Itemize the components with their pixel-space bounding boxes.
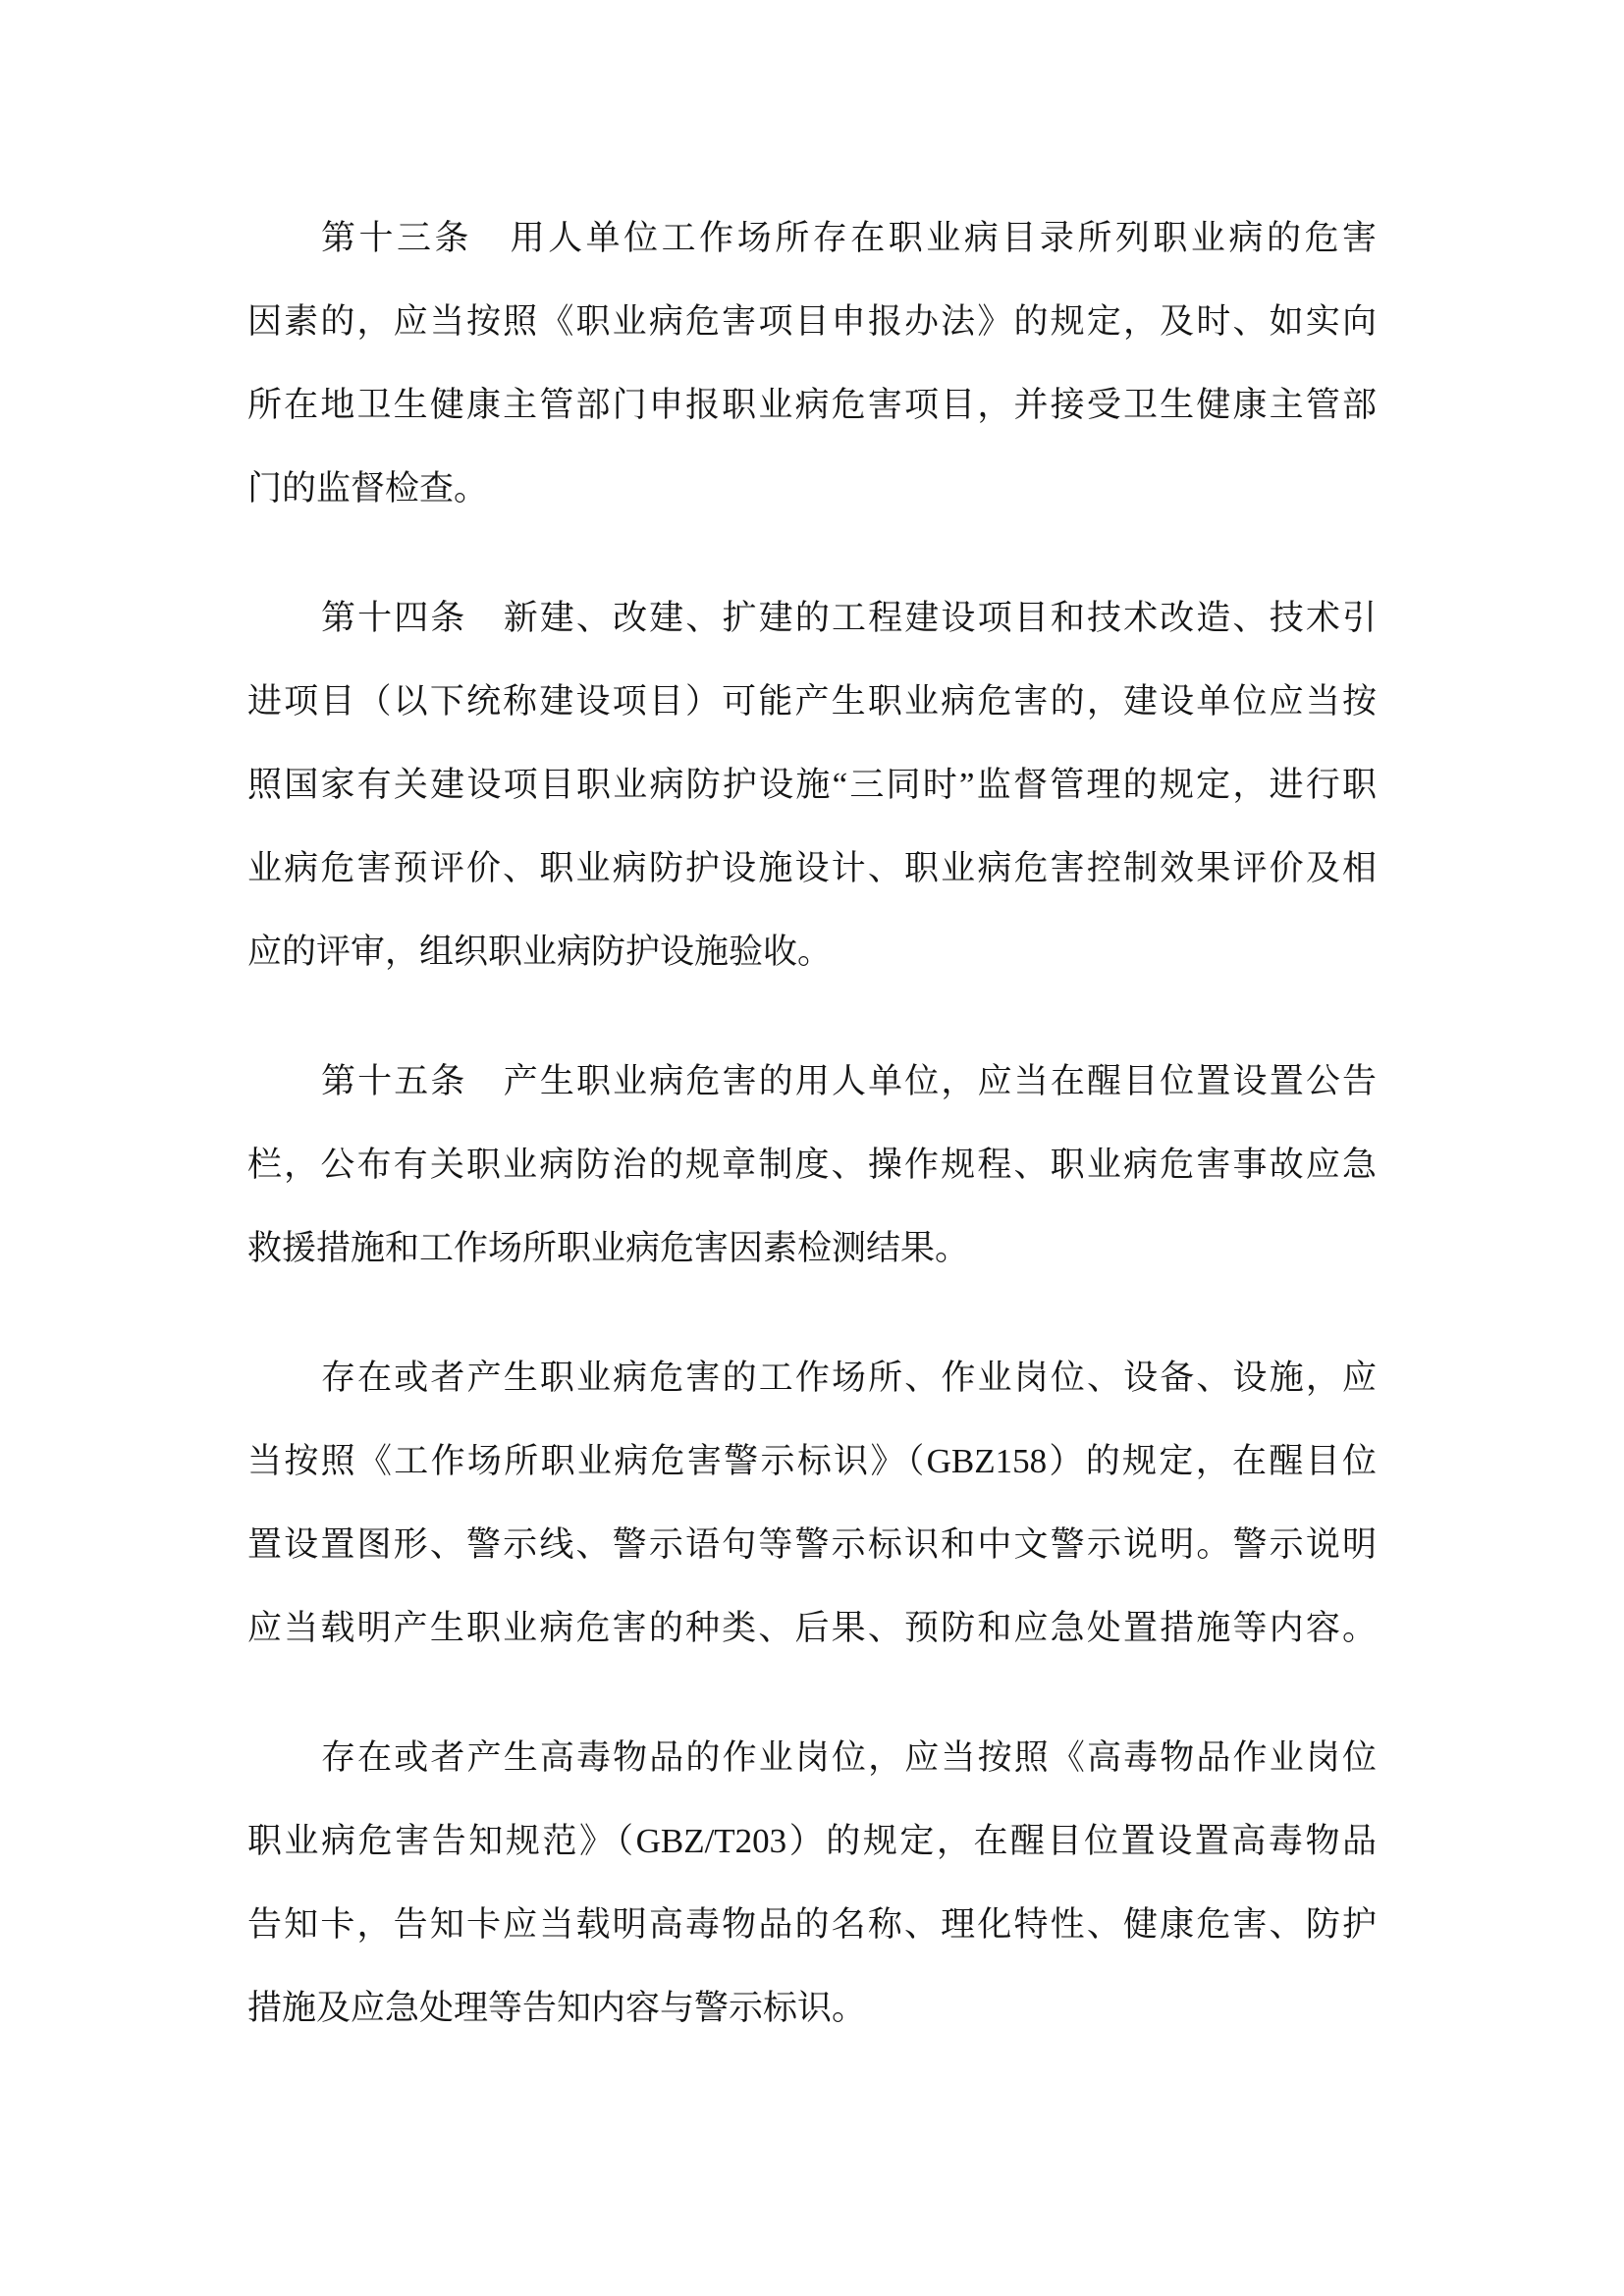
paragraph-article-15-third (247, 1716, 1377, 2050)
text-line: 存在或者产生高毒物品的作业岗位，应当按照《高毒物品作业岗位 (321, 1738, 1377, 1777)
text-line: 所在地卫生健康主管部门申报职业病危害项目，并接受卫生健康主管部 (247, 386, 1377, 424)
paragraph-article-13 (247, 196, 1377, 530)
text-line: 业病危害预评价、职业病防护设施设计、职业病危害控制效果评价及相 (247, 849, 1377, 887)
text-line: 第十四条 新建、改建、扩建的工程建设项目和技术改造、技术引 (321, 599, 1377, 637)
text-line: 因素的，应当按照《职业病危害项目申报办法》的规定，及时、如实向 (247, 302, 1377, 341)
text-line: 应当载明产生职业病危害的种类、后果、预防和应急处置措施等内容。 (247, 1609, 1377, 1647)
text-line: 告知卡，告知卡应当载明高毒物品的名称、理化特性、健康危害、防护 (247, 1905, 1377, 1944)
text-line: 照国家有关建设项目职业病防护设施“三同时”监督管理的规定，进行职 (247, 766, 1377, 804)
text-line: 第十五条 产生职业病危害的用人单位，应当在醒目位置设置公告 (321, 1062, 1377, 1100)
text-line: 措施及应急处理等告知内容与警示标识。 (247, 1989, 867, 2027)
paragraph-article-15-second (247, 1336, 1377, 1670)
text-line: 栏，公布有关职业病防治的规章制度、操作规程、职业病危害事故应急 (247, 1146, 1377, 1184)
text-line: 救援措施和工作场所职业病危害因素检测结果。 (247, 1229, 970, 1267)
paragraph-article-15-first (247, 1040, 1377, 1290)
text-line: 置设置图形、警示线、警示语句等警示标识和中文警示说明。警示说明 (247, 1525, 1377, 1564)
text-line: 当按照《工作场所职业病危害警示标识》（GBZ158）的规定，在醒目位 (247, 1442, 1377, 1480)
document-body (247, 196, 1377, 2050)
text-line: 职业病危害告知规范》（GBZ/T203）的规定，在醒目位置设置高毒物品 (247, 1822, 1377, 1860)
text-line: 存在或者产生职业病危害的工作场所、作业岗位、设备、设施，应 (321, 1359, 1377, 1397)
text-line: 应的评审，组织职业病防护设施验收。 (247, 933, 833, 971)
text-line: 进项目（以下统称建设项目）可能产生职业病危害的，建设单位应当按 (247, 682, 1377, 721)
text-line: 门的监督检查。 (247, 469, 489, 507)
paragraph-article-14 (247, 576, 1377, 993)
text-line: 第十三条 用人单位工作场所存在职业病目录所列职业病的危害 (321, 219, 1377, 257)
